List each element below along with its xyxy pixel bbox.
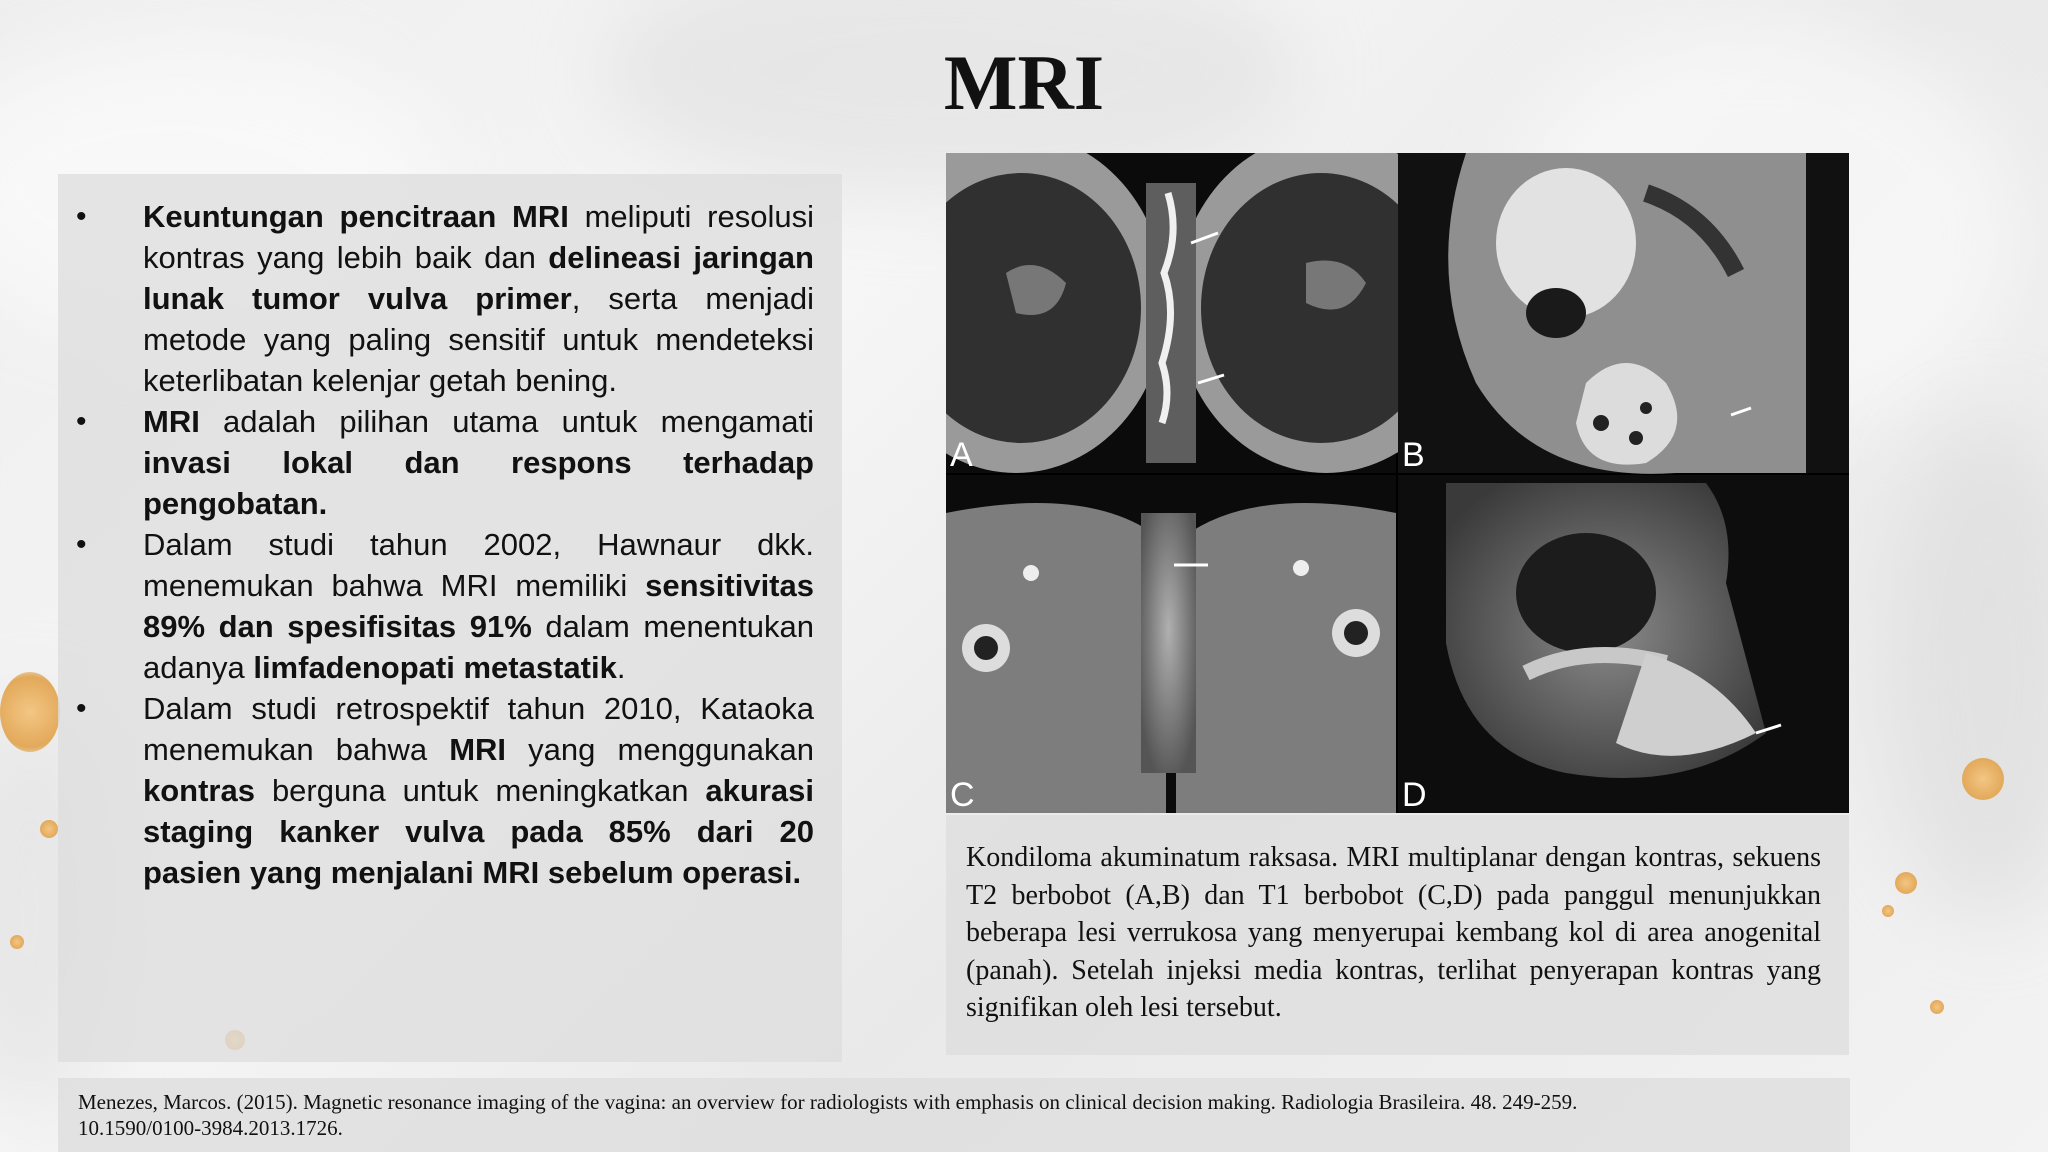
bullet-dot: • (76, 405, 87, 438)
bullet-dot: • (76, 528, 87, 561)
bullet-dot: • (76, 692, 87, 725)
gold-dot-decoration (1882, 905, 1894, 917)
bullet-text: Dalam studi tahun 2002, Hawnaur dkk. menemukan bahwa MRI memiliki sensitivitas 89% dan spesifisitas 91% dalam menentukan adanya limfadenopati metastatik. (143, 527, 814, 685)
panel-label-c: C (950, 776, 975, 813)
panel-label-b: B (1402, 436, 1425, 474)
bullet-dot: • (76, 200, 87, 233)
panel-label-a: A (950, 436, 973, 474)
bullet-text: Dalam studi retrospektif tahun 2010, Kataoka menemukan bahwa MRI yang menggunakan kontras berguna untuk meningkatkan akurasi staging kanker vulva pada 85% dari 20 pasien yang menjalani MRI sebelum operasi. (143, 691, 814, 890)
panel-label-d: D (1402, 776, 1427, 813)
bullet-text: MRI adalah pilihan utama untuk mengamati invasi lokal dan respons terhadap pengobatan. (143, 404, 814, 521)
mri-figure (946, 153, 1849, 813)
gold-dot-decoration (0, 672, 60, 752)
figure-caption-panel (946, 815, 1849, 1055)
mri-panel-c (946, 475, 1396, 813)
bullet-item (58, 401, 842, 524)
marble-texture (1880, 420, 2048, 920)
bullet-list (58, 196, 842, 893)
mri-panel-d (1398, 475, 1849, 813)
mri-panel-a (946, 153, 1476, 473)
reference-line-1: Menezes, Marcos. (2015). Magnetic resonance imaging of the vagina: an overview for radiologists with emphasis on clinical decision making. Radiologia Brasileira. 48. 249-259. (78, 1090, 1578, 1114)
mri-image (946, 153, 1849, 813)
gold-dot-decoration (1930, 1000, 1944, 1014)
gold-dot-decoration (1962, 758, 2004, 800)
figure-caption: Kondiloma akuminatum raksasa. MRI multiplanar dengan kontras, sekuens T2 berbobot (A,B) dan T1 berbobot (C,D) pada panggul menunjukkan beberapa lesi verrukosa yang menyerupai kembang kol di area anogenital (panah). Setelah injeksi media kontras, terlihat penyerapan kontras yang signifikan oleh lesi tersebut. (966, 842, 1821, 1023)
bullet-item (58, 688, 842, 893)
gold-dot-decoration (40, 820, 58, 838)
bullet-text: Keuntungan pencitraan MRI meliputi resolusi kontras yang lebih baik dan delineasi jaringan lunak tumor vulva primer, serta menjadi metode yang paling sensitif untuk mendeteksi keterlibatan kelenjar getah bening. (143, 199, 814, 398)
gold-dot-decoration (10, 935, 24, 949)
bullet-item (58, 196, 842, 401)
gold-dot-decoration (1895, 872, 1917, 894)
slide-title: MRI (943, 39, 1105, 126)
reference-line-2: 10.1590/0100-3984.2013.1726. (78, 1116, 343, 1140)
bullet-item (58, 524, 842, 688)
reference-panel (58, 1078, 1850, 1152)
mri-panel-b (1398, 153, 1849, 474)
bullet-panel (58, 174, 842, 1062)
